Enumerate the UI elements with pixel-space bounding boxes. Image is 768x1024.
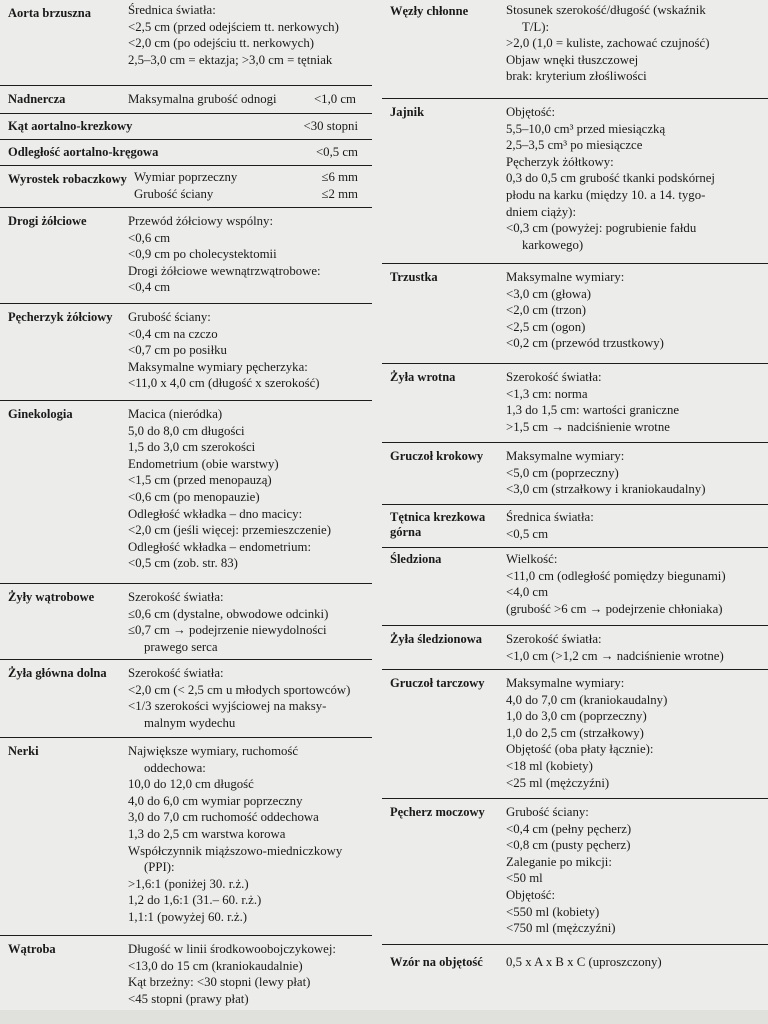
entry-line: <11,0 x 4,0 cm (długość x szerokość) xyxy=(128,376,320,391)
entry-line: 2,5–3,5 cm³ po miesiączce xyxy=(506,138,643,153)
entry-nadnercza xyxy=(0,86,372,114)
entry-content xyxy=(128,660,372,737)
entry-line: Średnica światła: xyxy=(128,3,216,17)
entry-line: Grubość ściany: xyxy=(506,805,589,819)
entry-content xyxy=(128,738,372,935)
entry-label: Pęcherzyk żółciowy xyxy=(8,310,113,324)
entry-line: Pęcherzyk żółtkowy: xyxy=(506,154,614,169)
entry-label: Ginekologia xyxy=(8,407,73,421)
measure-row xyxy=(134,186,372,203)
entry-line: Objaw wnęki tłuszczowej xyxy=(506,52,639,67)
entry-line: Wielkość: xyxy=(506,552,558,566)
entry-line: 10,0 do 12,0 cm długość xyxy=(128,777,254,792)
entry-label: Żyła śledzionowa xyxy=(390,632,483,646)
entry-line: >1,5 cm → nadciśnienie wrotne xyxy=(506,419,670,434)
entry-line: Drogi żółciowe wewnątrzwątrobowe: xyxy=(128,263,321,278)
entry-drogi xyxy=(0,208,372,304)
entry-line: <0,7 cm po posiłku xyxy=(128,343,227,358)
entry-nerki xyxy=(0,738,372,936)
entry-line: <0,3 cm (powyżej: pogrubienie fałdu xyxy=(506,221,697,236)
entry-line: Stosunek szerokość/długość (wskaźnik xyxy=(506,3,706,17)
entry-content xyxy=(128,401,372,583)
entry-content xyxy=(506,0,768,98)
entry-line: <0,5 cm xyxy=(506,526,549,541)
entry-gruczol-krokowy xyxy=(382,443,768,505)
entry-trzustka xyxy=(382,264,768,364)
entry-line: 0,5 x A x B x C (uproszczony) xyxy=(506,955,662,969)
entry-zyla-wrotna xyxy=(382,364,768,443)
entry-line: <50 ml xyxy=(506,871,543,886)
entry-line: 5,0 do 8,0 cm długości xyxy=(128,423,245,438)
entry-zyla-glowna xyxy=(0,660,372,738)
entry-line: dniem ciąży): xyxy=(506,204,576,219)
entry-content xyxy=(506,364,768,442)
entry-kat xyxy=(0,114,372,140)
entry-line: <2,0 cm (trzon) xyxy=(506,303,587,318)
entry-label: Pęcherz moczowy xyxy=(390,805,485,819)
entry-line: Maksymalne wymiary pęcherzyka: xyxy=(128,359,308,374)
entry-line: Macica (nieródka) xyxy=(128,407,223,421)
entry-content xyxy=(128,936,372,1020)
entry-ginekologia xyxy=(0,401,372,584)
entry-content xyxy=(128,0,372,85)
entry-content xyxy=(506,626,768,669)
entry-line: 1,2 do 1,6:1 (31.– 60. r.ż.) xyxy=(128,893,262,908)
entry-zyla-sledzionowa xyxy=(382,626,768,670)
entry-line: 1,0 do 2,5 cm (strzałkowy) xyxy=(506,725,644,740)
entry-line: oddechowa: xyxy=(144,760,206,775)
entry-line: <18 ml (kobiety) xyxy=(506,758,593,773)
entry-sledziona xyxy=(382,548,768,626)
entry-label: Nadnercza xyxy=(8,92,66,106)
entry-label: Nerki xyxy=(8,744,39,758)
entry-line: Maksymalne wymiary: xyxy=(506,676,625,690)
entry-line: Odległość wkładka – dno macicy: xyxy=(128,506,303,521)
entry-line: <0,5 cm (zob. str. 83) xyxy=(128,556,238,571)
entry-line: 1,1:1 (powyżej 60. r.ż.) xyxy=(128,909,248,924)
entry-label: Gruczoł krokowy xyxy=(390,449,484,463)
entry-label: Żyła główna dolna xyxy=(8,666,107,680)
entry-line: 1,3 do 1,5 cm: wartości graniczne xyxy=(506,403,680,418)
entry-line: <2,0 cm (jeśli więcej: przemieszczenie) xyxy=(128,523,331,538)
entry-line: Objętość: xyxy=(506,105,556,119)
entry-line: 4,0 do 7,0 cm (kraniokaudalny) xyxy=(506,692,668,707)
entry-value: <30 stopni xyxy=(303,119,358,133)
entry-label: Węzły chłonne xyxy=(390,4,469,18)
entry-line: >2,0 (1,0 = kuliste, zachować czujność) xyxy=(506,36,710,51)
entry-wyrostek xyxy=(0,166,372,208)
entry-jajnik xyxy=(382,99,768,264)
entry-line: 0,3 do 0,5 cm grubość tkanki podskórnej xyxy=(506,171,715,186)
entry-label: Kąt aortalno-krezkowy xyxy=(8,119,133,133)
entry-content xyxy=(128,304,372,400)
entry-line: karkowego) xyxy=(522,237,584,252)
entry-line: Maksymalne wymiary: xyxy=(506,449,625,463)
entry-label: Żyły wątrobowe xyxy=(8,590,95,604)
entry-label: Wątroba xyxy=(8,942,56,956)
measure-name: Grubość ściany xyxy=(134,186,214,201)
entry-line: (PPI): xyxy=(144,860,175,875)
entry-content xyxy=(506,670,768,798)
entry-label: Wzór na objętość xyxy=(390,955,483,969)
entry-line: <0,9 cm po cholecystektomii xyxy=(128,247,277,262)
entry-line: Endometrium (obie warstwy) xyxy=(128,456,279,471)
right-column xyxy=(382,0,768,1005)
entry-tetnica xyxy=(382,505,768,548)
entry-line: Grubość ściany: xyxy=(128,310,211,324)
entry-line: Przewód żółciowy wspólny: xyxy=(128,214,274,228)
entry-line: 5,5–10,0 cm³ przed miesiączką xyxy=(506,121,666,136)
entry-content xyxy=(506,505,768,547)
entry-label: Tętnica krezkowa górna xyxy=(390,510,486,539)
entry-line: ≤0,7 cm → podejrzenie niewydolności xyxy=(128,623,327,638)
entry-label: Śledziona xyxy=(390,552,442,566)
entry-line: Zaleganie po mikcji: xyxy=(506,854,612,869)
entry-line: Szerokość światła: xyxy=(128,666,224,680)
entry-line: <1,5 cm (przed menopauzą) xyxy=(128,473,272,488)
entry-line: <2,5 cm (ogon) xyxy=(506,319,586,334)
entry-gruczol-tarczowy xyxy=(382,670,768,799)
entry-line: <4,0 cm xyxy=(506,585,549,600)
entry-line: 1,5 do 3,0 cm szerokości xyxy=(128,440,256,455)
entry-pecherz xyxy=(382,799,768,945)
entry-line: <550 ml (kobiety) xyxy=(506,904,600,919)
entry-wzor xyxy=(382,945,768,1005)
entry-line: Szerokość światła: xyxy=(128,590,224,604)
entry-line: <0,8 cm (pusty pęcherz) xyxy=(506,838,631,853)
entry-aorta xyxy=(0,0,372,86)
entry-line: <1,0 cm (>1,2 cm → nadciśnienie wrotne) xyxy=(506,648,724,663)
entry-label: Jajnik xyxy=(390,105,425,119)
entry-line: Objętość (oba płaty łącznie): xyxy=(506,742,654,757)
entry-line: 4,0 do 6,0 cm wymiar poprzeczny xyxy=(128,793,303,808)
entry-line: <3,0 cm (strzałkowy i kraniokaudalny) xyxy=(506,482,706,497)
entry-line: <0,2 cm (przewód trzustkowy) xyxy=(506,336,664,351)
entry-label: Aorta brzuszna xyxy=(8,6,91,20)
entry-watroba xyxy=(0,936,372,1020)
entry-line: <0,4 cm na czczo xyxy=(128,326,218,341)
entry-content xyxy=(506,799,768,944)
entry-line: Największe wymiary, ruchomość xyxy=(128,744,299,758)
entry-line: Kąt brzeżny: <30 stopni (lewy płat) xyxy=(128,975,311,990)
entry-line: 2,5–3,0 cm = ektazja; >3,0 cm = tętniak xyxy=(128,52,333,67)
entry-line: brak: kryterium złośliwości xyxy=(506,69,647,84)
entry-label: Odległość aortalno-kręgowa xyxy=(8,145,159,159)
entry-line: <2,0 cm (< 2,5 cm u młodych sportowców) xyxy=(128,682,351,697)
entry-label: Gruczoł tarczowy xyxy=(390,676,485,690)
measure-row xyxy=(134,169,372,186)
entry-label: Drogi żółciowe xyxy=(8,214,87,228)
entry-content xyxy=(134,166,372,207)
entry-line: prawego serca xyxy=(144,639,218,654)
entry-content xyxy=(128,208,372,303)
entry-line: Szerokość światła: xyxy=(506,632,602,646)
entry-wezly xyxy=(382,0,768,99)
entry-line: Maksymalne wymiary: xyxy=(506,270,625,284)
entry-zyly-watrobowe xyxy=(0,584,372,660)
measure-value: ≤2 mm xyxy=(321,186,358,201)
measure-name: Wymiar poprzeczny xyxy=(134,170,238,184)
entry-line: Długość w linii środkowoobojczykowej: xyxy=(128,942,336,956)
entry-line: <1/3 szerokości wyjściowej na maksy- xyxy=(128,699,327,714)
entry-label: Trzustka xyxy=(390,270,438,284)
entry-line: Szerokość światła: xyxy=(506,370,602,384)
entry-content xyxy=(506,99,768,263)
entry-line: <5,0 cm (poprzeczny) xyxy=(506,465,619,480)
entry-value: <0,5 cm xyxy=(315,145,358,159)
entry-content xyxy=(128,91,372,108)
entry-line: <0,6 cm xyxy=(128,230,171,245)
entry-line: <0,4 cm xyxy=(128,280,171,295)
entry-desc: Maksymalna grubość odnogi xyxy=(128,92,277,107)
left-column xyxy=(0,0,372,1020)
entry-line: <0,4 cm (pełny pęcherz) xyxy=(506,821,632,836)
entry-line: Objętość: xyxy=(506,887,556,902)
entry-line: 3,0 do 7,0 cm ruchomość oddechowa xyxy=(128,810,319,825)
entry-value: <1,0 cm xyxy=(313,92,356,107)
entry-content xyxy=(128,584,372,659)
entry-line: <45 stopni (prawy płat) xyxy=(128,991,249,1006)
entry-line: <750 ml (mężczyźni) xyxy=(506,921,616,936)
entry-line: <3,0 cm (głowa) xyxy=(506,286,592,301)
entry-line: >1,6:1 (poniżej 30. r.ż.) xyxy=(128,876,249,891)
entry-content xyxy=(506,548,768,625)
measure-value: ≤6 mm xyxy=(321,170,358,184)
entry-line: <11,0 cm (odległość pomiędzy biegunami) xyxy=(506,568,726,583)
entry-line: ≤0,6 cm (dystalne, obwodowe odcinki) xyxy=(128,606,329,621)
entry-line: <13,0 do 15 cm (kraniokaudalnie) xyxy=(128,958,303,973)
entry-pecherzyk xyxy=(0,304,372,401)
entry-line: Średnica światła: xyxy=(506,510,594,524)
entry-line: <1,3 cm: norma xyxy=(506,386,588,401)
entry-odleglosc xyxy=(0,140,372,166)
entry-line: Odległość wkładka – endometrium: xyxy=(128,539,312,554)
entry-line: <25 ml (mężczyźni) xyxy=(506,775,610,790)
entry-line: 1,0 do 3,0 cm (poprzeczny) xyxy=(506,709,647,724)
entry-line: T/L): xyxy=(522,19,550,34)
entry-line: 1,3 do 2,5 cm warstwa korowa xyxy=(128,826,286,841)
entry-content xyxy=(506,443,768,504)
entry-label: Żyła wrotna xyxy=(390,370,456,384)
entry-line: płodu na karku (między 10. a 14. tygo- xyxy=(506,187,706,202)
entry-line: <2,0 cm (po odejściu tt. nerkowych) xyxy=(128,36,314,51)
entry-label: Wyrostek robaczkowy xyxy=(8,172,127,186)
page-edge xyxy=(0,1010,768,1024)
entry-line: Współczynnik miąższowo-miedniczkowy xyxy=(128,843,343,858)
entry-line: <0,6 cm (po menopauzie) xyxy=(128,489,260,504)
entry-line: (grubość >6 cm → podejrzenie chłoniaka) xyxy=(506,601,723,616)
entry-line: malnym wydechu xyxy=(144,715,236,730)
entry-line: <2,5 cm (przed odejściem tt. nerkowych) xyxy=(128,19,339,34)
entry-content xyxy=(506,945,768,1005)
entry-content xyxy=(506,264,768,363)
